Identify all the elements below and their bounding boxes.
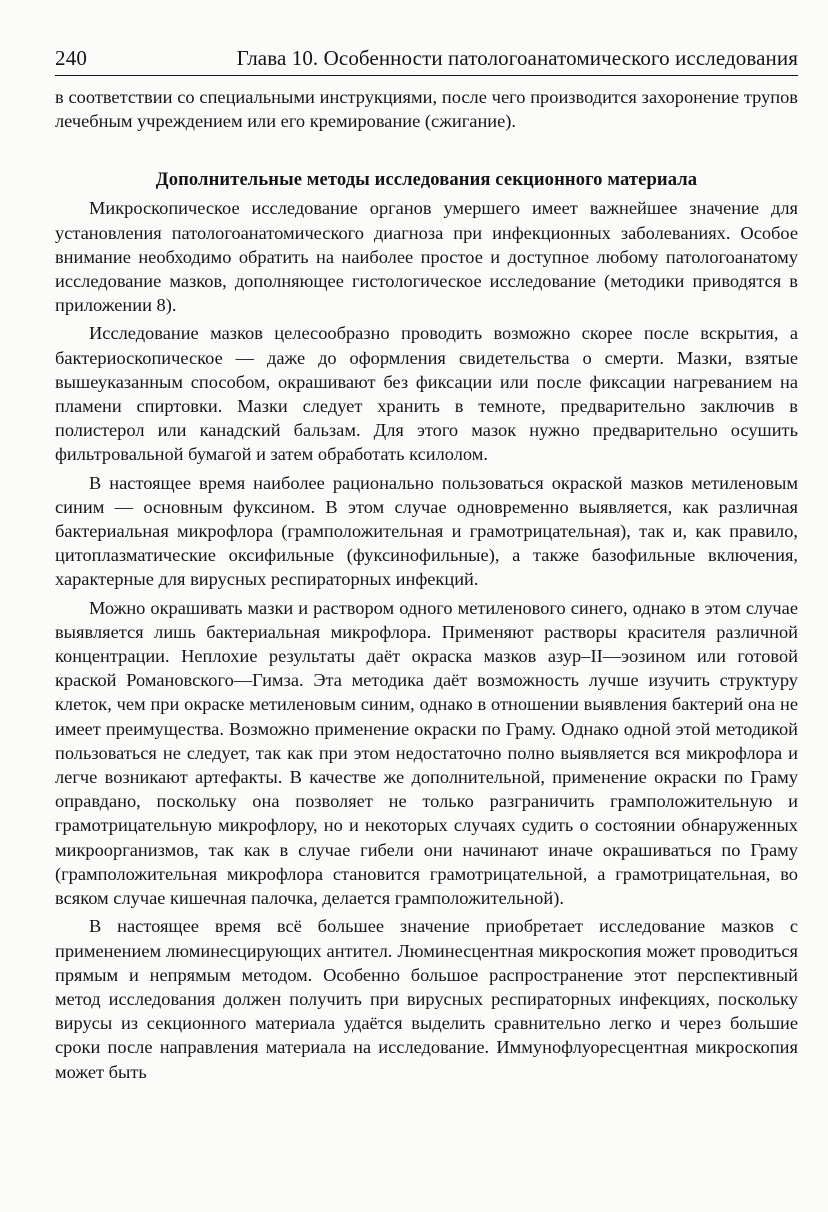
- section-heading: Дополнительные методы исследования секционного материала: [155, 169, 698, 191]
- paragraph: В настоящее время всё большее значение приобретает исследование мазков с применением люминесцирующих антител. Люминесцентная микроскопия может проводиться прямым и непрямым методом. Особенно большое распространение этот перспективный метод исследования должен получить при вирусных респираторных инфекциях, поскольку вирусы из секционного материала удаётся выделить сравнительно легко и через большие сроки после направления материала на исследование. Иммунофлуоресцентная микроскопия может быть: [55, 916, 798, 1082]
- paragraph: Микроскопическое исследование органов умершего имеет важнейшее значение для установления патологоанатомического диагноза при инфекционных заболеваниях. Особое внимание необходимо обратить на наиболее простое и доступное любому патологоанатому исследование мазков, дополняющее гистологическое исследование (методики приводятся в приложении 8).: [55, 198, 798, 316]
- paragraph: В настоящее время наиболее рационально пользоваться окраской мазков метиленовым синим — основным фуксином. В этом случае одновременно выявляется, как различная бактериальная микрофлора (грамположительная и грамотрицательная), так и, как правило, цитоплазматические оксифильные (фуксинофильные), а также базофильные включения, характерные для вирусных респираторных инфекций.: [55, 472, 798, 590]
- chapter-title: Глава 10. Особенности патологоанатомического исследования: [236, 46, 798, 70]
- paragraph: Можно окрашивать мазки и раствором одного метиленового синего, однако в этом случае выявляется лишь бактериальная микрофлора. Применяют растворы красителя различной концентрации. Неплохие результаты даёт окраска мазков азур–II—эозином или готовой краской Романовского—Гимза. Эта методика даёт возможность лучше изучить структуру клеток, чем при окраске метиленовым синим, однако в отношении выявления бактерий она не имеет преимущества. Возможно применение окраски по Граму. Однако одной этой методикой пользоваться не следует, так как при этом недостаточно полно выявляется вся микрофлора и легче возникают артефакты. В качестве же дополнительной, применение окраски по Граму оправдано, поскольку она позволяет не только разграничить грамположительную и грамотрицательную микрофлору, но и некоторых случаях судить о состоянии обнаруженных микроорганизмов, так как в случае гибели они начинают иначе окрашиваться по Граму (грамположительная микрофлора становится грамотрицательной, а грамотрицательная, во всяком случае кишечная палочка, делается грамположительной).: [55, 597, 798, 909]
- paragraph: Исследование мазков целесообразно проводить возможно скорее после вскрытия, а бактериоскопическое — даже до оформления свидетельства о смерти. Мазки, взятые вышеуказанным способом, окрашивают без фиксации или после фиксации нагреванием на пламени спиртовки. Мазки следует хранить в темноте, предварительно заключив в полистерол или канадский бальзам. Для этого мазок нужно предварительно осушить фильтровальной бумагой и затем обработать ксилолом.: [55, 323, 798, 465]
- running-header: [55, 44, 798, 76]
- paragraph-continuation: в соответствии со специальными инструкциями, после чего производится захоронение трупов лечебным учреждением или его кремирование (сжигание).: [55, 87, 798, 132]
- body-text: [55, 85, 798, 1084]
- page-number: 240: [55, 46, 88, 70]
- book-page: [55, 44, 798, 1084]
